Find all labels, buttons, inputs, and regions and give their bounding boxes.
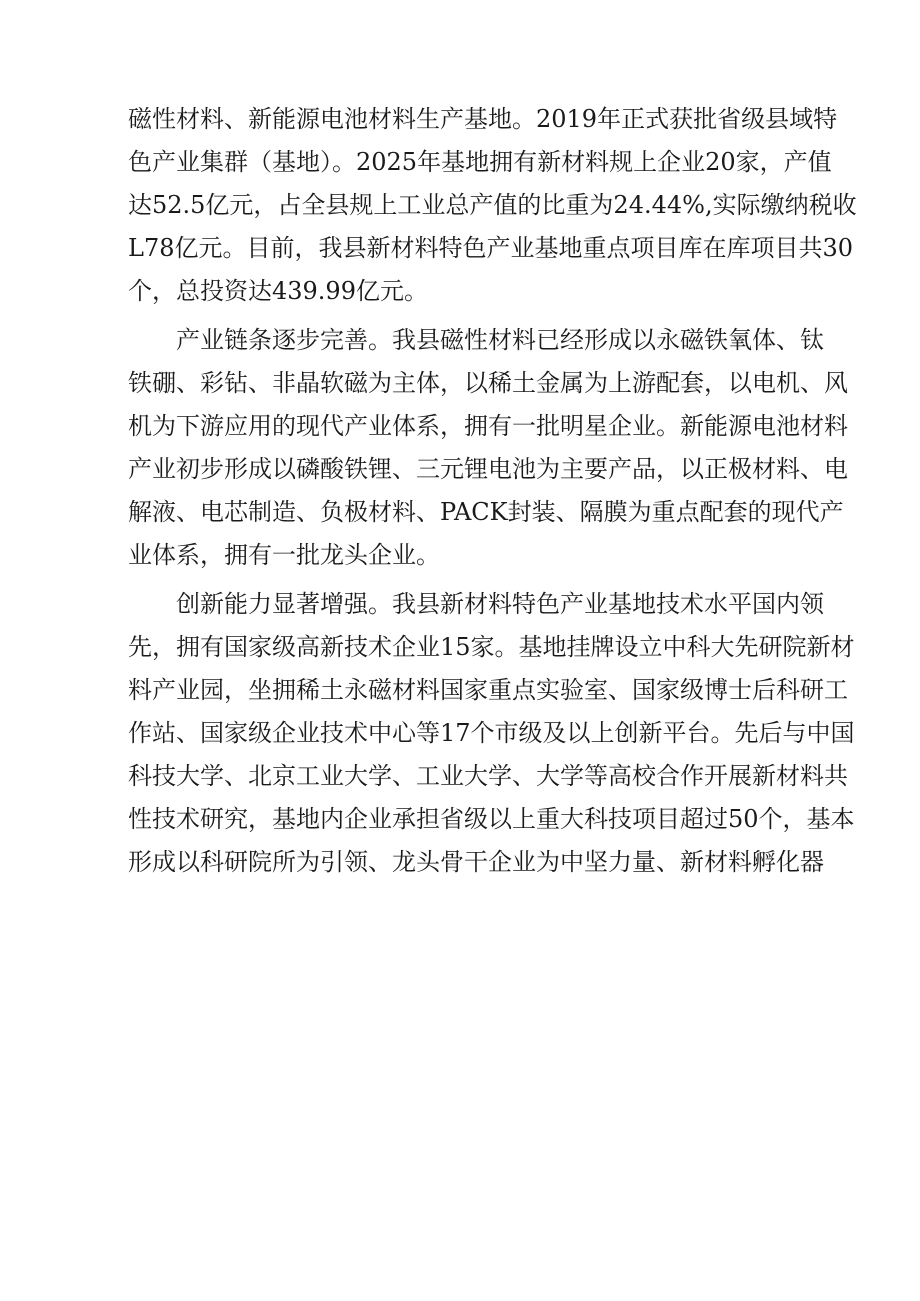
text-line: 料产业园，坐拥稀土永磁材料国家重点实验室、国家级博士后科研工 xyxy=(128,676,848,704)
text-line: 达52.5亿元，占全县规上工业总产值的比重为24.44%,实际缴纳税收 xyxy=(128,191,857,219)
text-line: 机为下游应用的现代产业体系，拥有一批明星企业。新能源电池材料 xyxy=(128,412,848,440)
text-line: 铁硼、彩钻、非晶软磁为主体，以稀土金属为上游配套，以电机、风 xyxy=(128,369,848,397)
text-line: 个，总投资达439.99亿元。 xyxy=(128,277,428,305)
paragraph-2 xyxy=(128,319,848,577)
paragraph-3 xyxy=(128,583,855,884)
paragraph-1 xyxy=(128,98,857,313)
text-line: 先，拥有国家级高新技术企业15家。基地挂牌设立中科大先研院新材 xyxy=(128,633,855,661)
text-line: 解液、电芯制造、负极材料、PACK封装、隔膜为重点配套的现代产 xyxy=(128,498,844,526)
text-line: 性技术研究，基地内企业承担省级以上重大科技项目超过50个，基本 xyxy=(128,805,855,833)
text-line: 磁性材料、新能源电池材料生产基地。2019年正式获批省级县域特 xyxy=(128,105,838,133)
text-line: L78亿元。目前，我县新材料特色产业基地重点项目库在库项目共30 xyxy=(128,234,854,262)
text-line: 作站、国家级企业技术中心等17个市级及以上创新平台。先后与中国 xyxy=(128,719,855,747)
text-line: 创新能力显著增强。我县新材料特色产业基地技术水平国内领 xyxy=(128,590,824,618)
text-line: 科技大学、北京工业大学、工业大学、大学等高校合作开展新材料共 xyxy=(128,762,848,790)
text-line: 产业初步形成以磷酸铁锂、三元锂电池为主要产品，以正极材料、电 xyxy=(128,455,848,483)
text-line: 色产业集群（基地）。2025年基地拥有新材料规上企业20家，产值 xyxy=(128,148,832,176)
text-line: 形成以科研院所为引领、龙头骨干企业为中坚力量、新材料孵化器 xyxy=(128,848,824,876)
text-line: 产业链条逐步完善。我县磁性材料已经形成以永磁铁氧体、钛 xyxy=(128,326,824,354)
document-body xyxy=(128,98,857,884)
text-line: 业体系，拥有一批龙头企业。 xyxy=(128,541,440,569)
